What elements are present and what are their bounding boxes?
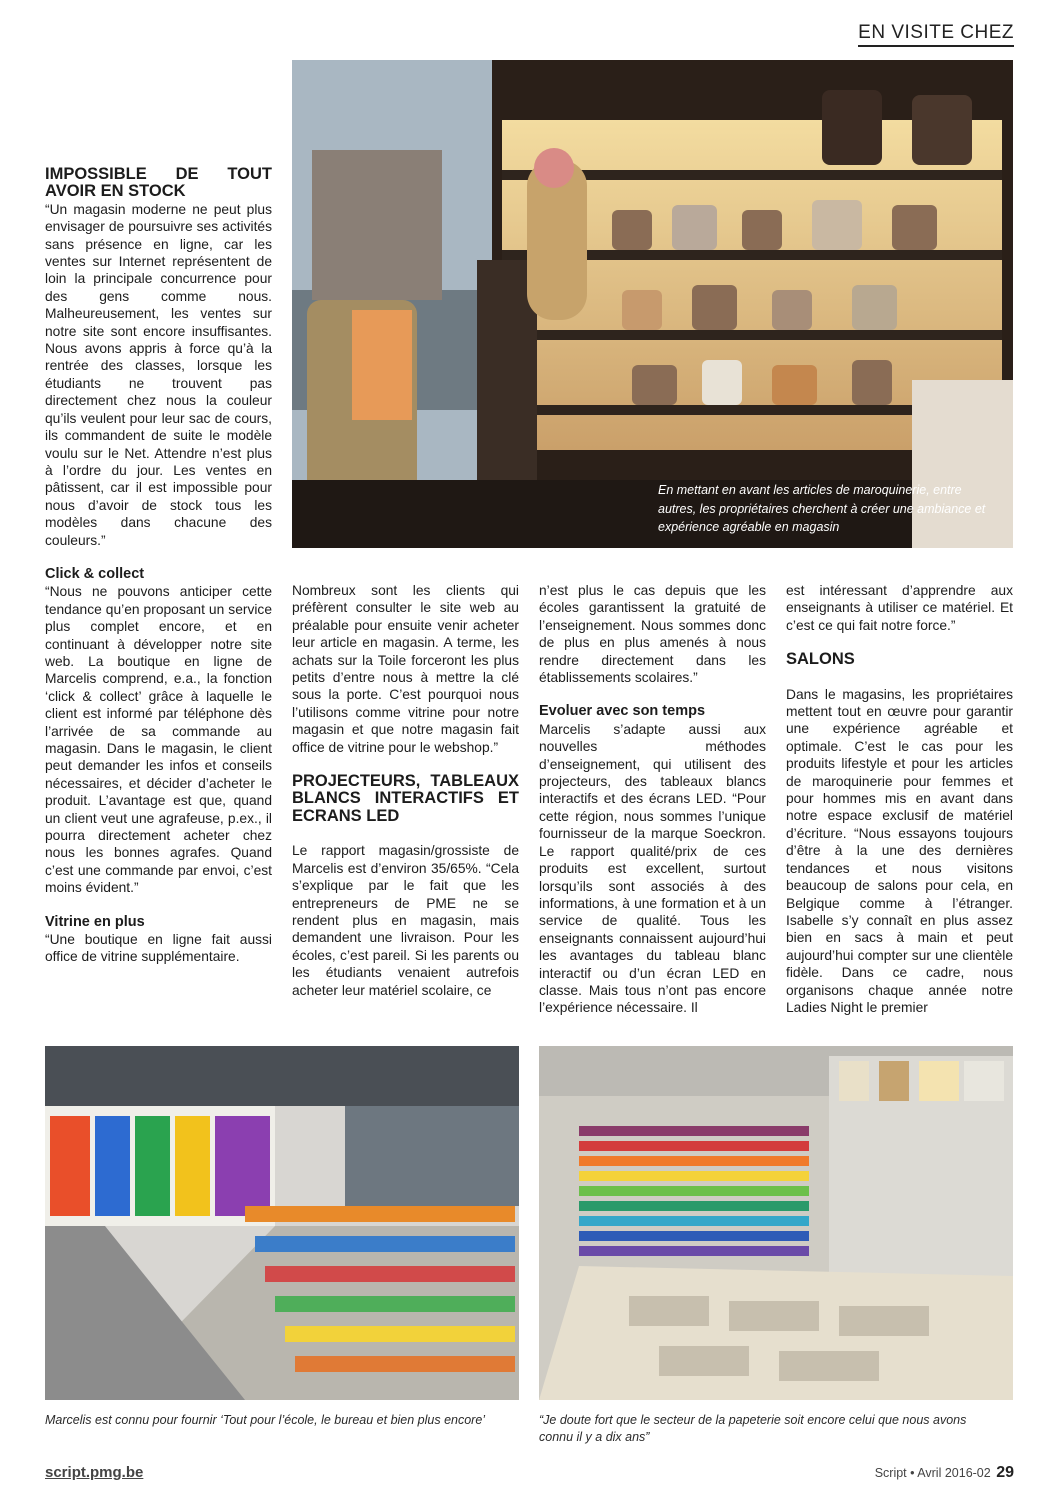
paragraph-ecoles: n’est plus le cas depuis que les écoles garantissent la gratuité de l’enseignement. Nous sommes donc de plus en plus amenés à nous rendre directement dans les établissements scolaires.” — [539, 583, 766, 686]
paragraph-stock: “Un magasin moderne ne peut plus envisager de poursuivre ses activités sans présence en ligne, car les ventes sur Internet représentent de loin la principale concurrence pour des gens comme nous. Malheureusement, les ventes sur notre site sont encore insuffisantes. Nous avons appris à force qu’à la rentrée des classes, lorsque les étudiants ne trouvent pas directement chez nous la couleur qu’ils veulent pour leur sac de cours, ils commandent de suite le modèle voulu sur le Net. Attendre n’est plus à l’ordre du jour. Les ventes en pâtissent, car il est impossible pour nous d’avoir de stock tous les modèles dans chacune des couleurs.” — [45, 201, 272, 548]
magazine-issue: Script • Avril 2016-02 — [874, 1466, 991, 1480]
paragraph-webshop: Nombreux sont les clients qui préfèrent consulter le site web au préalable pour ensuite venir acheter leur article en magasin. A terme, les achats sur la Toile forceront les plus petits d’entre nous à mettre la clé sous la porte. C’est pourquoi nous l’utilisons comme vitrine pour notre magasin et que notre magasin fait office de vitrine pour le webshop.” — [292, 583, 519, 755]
paragraph-evoluer: Marcelis s’adapte aussi aux nouvelles méthodes d’enseignement, qui utilisent des projecteurs, des tableaux blancs interactifs et des écrans LED. “Pour cette région, nous sommes l’unique fournisseur de la marque Soeckron. Le rapport qualité/prix de ces produits est excellent, surtout lorsqu’ils sont associés à des informations, à une formation et à un service de qualité. Tous les enseignants connaissent aujourd’hui les avantages du tableau blanc interactif ou d’un écran LED en classe. Mais tous n’ont pas encore l’expérience nécessaire. Il — [539, 721, 766, 1016]
column-4 — [786, 582, 1013, 1016]
shop-photo — [292, 60, 1013, 548]
page-number: 29 — [996, 1464, 1014, 1481]
column-3 — [539, 582, 766, 1017]
heading-vitrine: Vitrine en plus — [45, 913, 145, 930]
paragraph-salons: Dans le magasins, les propriétaires mettent tout en œuvre pour garantir une expérience agréable et optimale. C’est le cas pour les produits lifestyle et pour les articles de maroquinerie pour femmes et pour hommes mis en avant dans notre espace exclusif de matériel d’écriture. “Nous essayons toujours d’être à la une des dernières tendances et nous visitons beaucoup de salons pour cela, en Belgique comme à l’étranger. Isabelle s’y connaît en plus assez bien en sacs à main et peut aujourd’hui compter sur une clientèle fidèle. Dans ce cadre, nous organisons chaque année notre Ladies Night le premier — [786, 686, 1013, 1015]
page-footer — [875, 1464, 1014, 1482]
column-2 — [292, 582, 519, 999]
paragraph-force: est intéressant d’apprendre aux enseignants à utiliser ce matériel. Et c’est ce qui fait notre force.” — [786, 583, 1013, 633]
heading-click-collect: Click & collect — [45, 565, 145, 582]
shop-photo-caption: En mettant en avant les articles de maroquinerie, entre autres, les propriétaires cherchent à créer une ambiance et expérience agréable en magasin — [658, 483, 986, 534]
heading-stock: IMPOSSIBLE DE TOUT AVOIR EN STOCK — [45, 165, 272, 201]
paper-display-caption: “Je doute fort que le secteur de la papeterie soit encore celui que nous avons connu il y a dix ans” — [539, 1413, 967, 1444]
heading-salons: SALONS — [786, 650, 855, 669]
paragraph-vitrine: “Une boutique en ligne fait aussi office de vitrine supplémentaire. — [45, 932, 272, 965]
section-label: EN VISITE CHEZ — [858, 22, 1014, 47]
paragraph-grossiste: Le rapport magasin/grossiste de Marcelis est d’environ 35/65%. “Cela s’explique par le fait que les entrepreneurs de PME ne se rendent plus en magasin, mais demandent une livraison. Pour les écoles, c’est pareil. Si les parents ou les étudiants venaient autrefois acheter leur matériel scolaire, ce — [292, 843, 519, 998]
school-shelves-photo — [45, 1046, 519, 1400]
school-shelves-caption: Marcelis est connu pour fournir ‘Tout pour l’école, le bureau et bien plus encore’ — [45, 1413, 486, 1427]
paper-display-photo — [539, 1046, 1013, 1400]
heading-evoluer: Evoluer avec son temps — [539, 703, 706, 720]
paragraph-click-collect: “Nous ne pouvons anticiper cette tendance qu’en proposant un service plus complet encore, et en continuant à développer notre site web. La boutique en ligne de Marcelis comprend, e.a., la fonction ‘click & collect’ grâce à laquelle le client est informé par téléphone dès l’arrivée de sa commande au magasin. Dans le magasin, le client peut demander les infos et conseils nécessaires, et décider d’acheter le produit. L’avantage est que, quand un client veut une agrafeuse, p.ex., il pourra directement acheter chez nous les bonnes agrafes. Quand c’est une commande par envoi, c’est moins évident.” — [45, 584, 272, 896]
heading-projecteurs: PROJECTEURS, TABLEAUX BLANCS INTERACTIFS ET ECRANS LED — [292, 772, 519, 825]
website-link[interactable]: script.pmg.be — [45, 1464, 144, 1481]
column-1 — [45, 166, 272, 966]
